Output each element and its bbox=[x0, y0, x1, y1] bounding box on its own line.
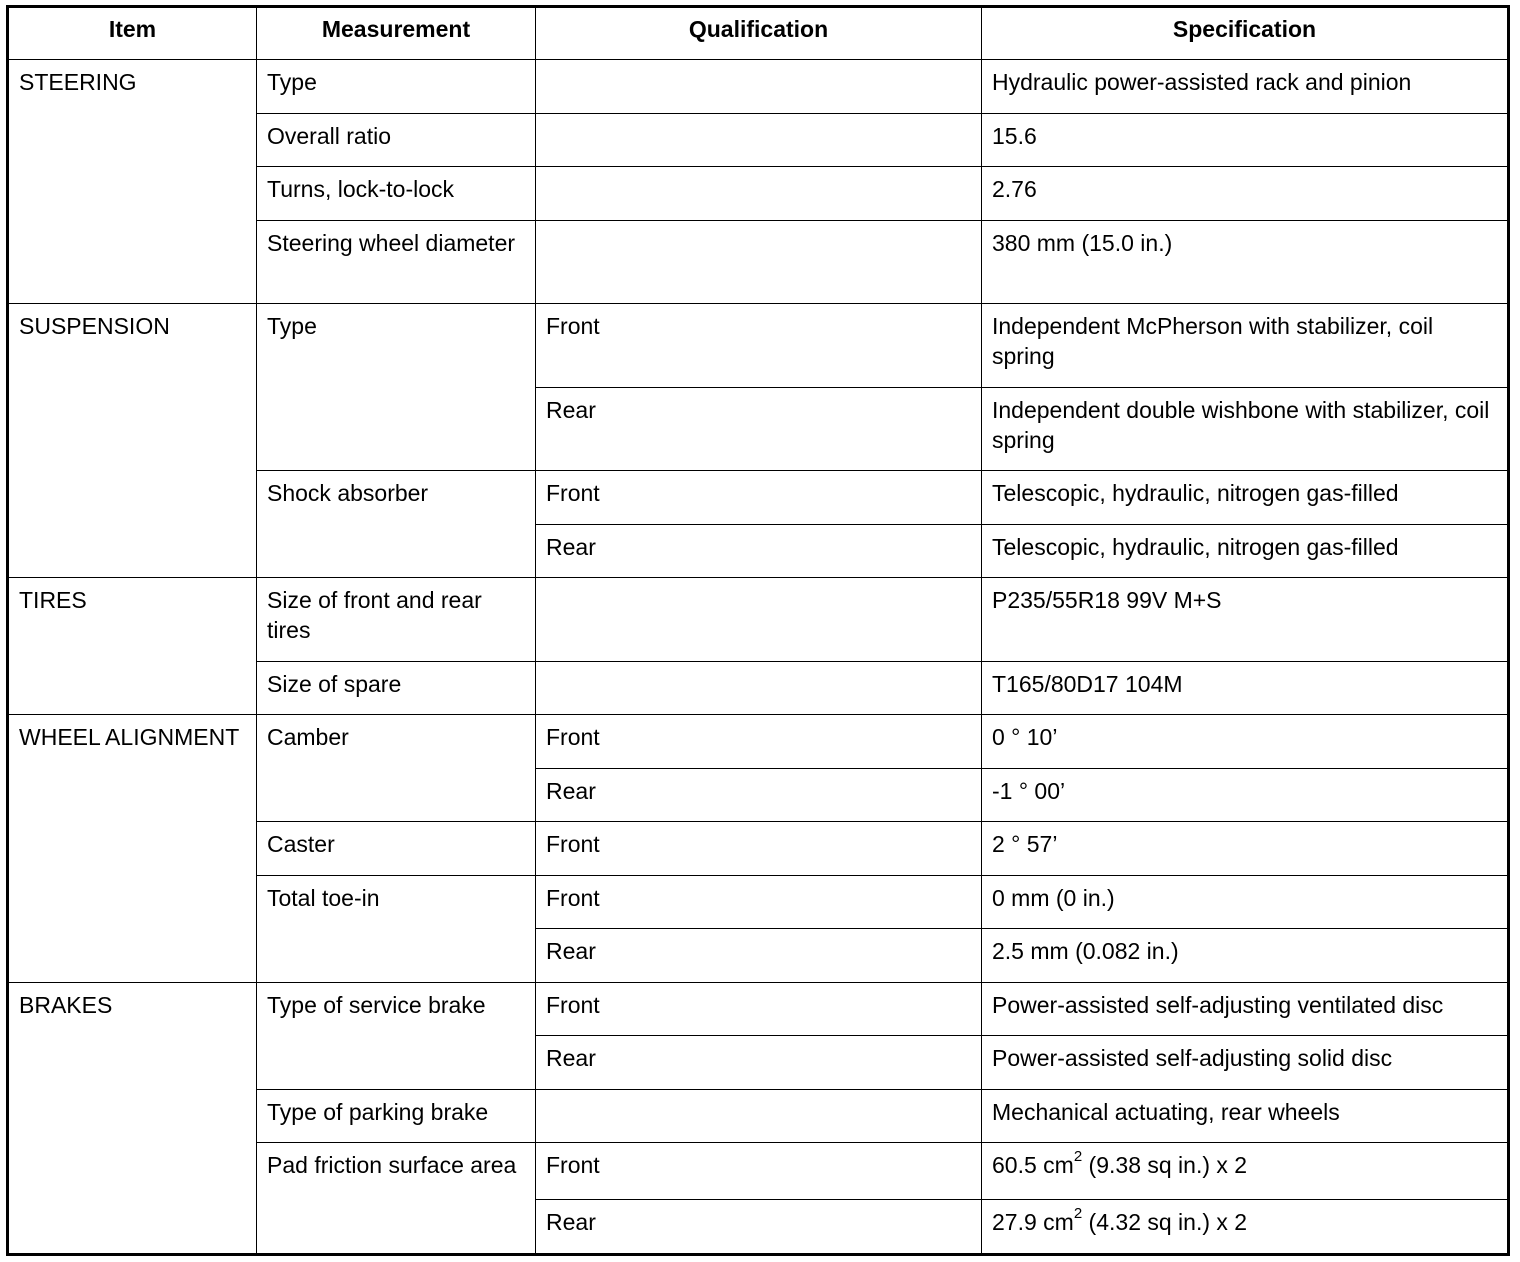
header-qualification: Qualification bbox=[536, 7, 982, 60]
table-row bbox=[8, 60, 1509, 114]
measurement-cell: Type of service brake bbox=[257, 983, 536, 1090]
specification-cell: Independent double wishbone with stabilizer, coil spring bbox=[982, 388, 1509, 471]
pad-front-value: 60.5 cm bbox=[992, 1152, 1074, 1178]
measurement-cell: Type bbox=[257, 60, 536, 114]
specification-cell: Independent McPherson with stabilizer, coil spring bbox=[982, 304, 1509, 388]
qualification-cell bbox=[536, 578, 982, 662]
measurement-cell: Shock absorber bbox=[257, 471, 536, 578]
qualification-cell: Rear bbox=[536, 1036, 982, 1090]
header-specification: Specification bbox=[982, 7, 1509, 60]
qualification-cell: Rear bbox=[536, 525, 982, 578]
measurement-cell: Overall ratio bbox=[257, 114, 536, 167]
qualification-cell: Front bbox=[536, 715, 982, 769]
pad-front-rest: (9.38 sq in.) x 2 bbox=[1082, 1152, 1248, 1178]
qualification-cell: Rear bbox=[536, 1200, 982, 1255]
measurement-cell: Turns, lock-to-lock bbox=[257, 167, 536, 221]
qualification-cell bbox=[536, 167, 982, 221]
specification-cell: 2.5 mm (0.082 in.) bbox=[982, 929, 1509, 983]
header-row bbox=[8, 7, 1509, 60]
measurement-cell: Type of parking brake bbox=[257, 1090, 536, 1143]
specification-cell bbox=[982, 1200, 1509, 1255]
qualification-cell: Front bbox=[536, 822, 982, 876]
specification-cell: 0 mm (0 in.) bbox=[982, 876, 1509, 929]
specification-cell: 0 ° 10’ bbox=[982, 715, 1509, 769]
measurement-cell: Size of spare bbox=[257, 662, 536, 715]
measurement-cell: Caster bbox=[257, 822, 536, 876]
table-row bbox=[8, 304, 1509, 388]
pad-front-superscript: 2 bbox=[1073, 1148, 1083, 1166]
measurement-cell: Steering wheel diameter bbox=[257, 221, 536, 304]
specification-cell: Mechanical actuating, rear wheels bbox=[982, 1090, 1509, 1143]
specification-cell: -1 ° 00’ bbox=[982, 769, 1509, 822]
qualification-cell: Rear bbox=[536, 929, 982, 983]
measurement-cell: Type bbox=[257, 304, 536, 471]
item-suspension: SUSPENSION bbox=[8, 304, 257, 578]
table-row bbox=[8, 983, 1509, 1036]
qualification-cell: Rear bbox=[536, 769, 982, 822]
specification-cell: 15.6 bbox=[982, 114, 1509, 167]
specification-cell bbox=[982, 1143, 1509, 1200]
qualification-cell bbox=[536, 60, 982, 114]
specification-cell: Power-assisted self-adjusting solid disc bbox=[982, 1036, 1509, 1090]
qualification-cell: Front bbox=[536, 876, 982, 929]
qualification-cell bbox=[536, 114, 982, 167]
spec-table bbox=[6, 5, 1510, 1256]
qualification-cell: Front bbox=[536, 983, 982, 1036]
qualification-cell: Front bbox=[536, 1143, 982, 1200]
qualification-cell: Front bbox=[536, 304, 982, 388]
header-measurement: Measurement bbox=[257, 7, 536, 60]
measurement-cell: Camber bbox=[257, 715, 536, 822]
measurement-cell: Pad friction surface area bbox=[257, 1143, 536, 1255]
specification-cell: T165/80D17 104M bbox=[982, 662, 1509, 715]
table-row bbox=[8, 715, 1509, 769]
specification-cell: 2.76 bbox=[982, 167, 1509, 221]
qualification-cell: Front bbox=[536, 471, 982, 525]
item-steering: STEERING bbox=[8, 60, 257, 304]
specification-cell: Telescopic, hydraulic, nitrogen gas-filled bbox=[982, 525, 1509, 578]
measurement-cell: Total toe-in bbox=[257, 876, 536, 983]
measurement-cell: Size of front and rear tires bbox=[257, 578, 536, 662]
specification-cell: P235/55R18 99V M+S bbox=[982, 578, 1509, 662]
pad-rear-superscript: 2 bbox=[1073, 1205, 1083, 1223]
item-tires: TIRES bbox=[8, 578, 257, 715]
pad-rear-rest: (4.32 sq in.) x 2 bbox=[1082, 1209, 1248, 1235]
header-item: Item bbox=[8, 7, 257, 60]
qualification-cell bbox=[536, 221, 982, 304]
specification-cell: Telescopic, hydraulic, nitrogen gas-filled bbox=[982, 471, 1509, 525]
pad-rear-value: 27.9 cm bbox=[992, 1209, 1074, 1235]
item-brakes: BRAKES bbox=[8, 983, 257, 1255]
table-row bbox=[8, 578, 1509, 662]
qualification-cell bbox=[536, 1090, 982, 1143]
qualification-cell: Rear bbox=[536, 388, 982, 471]
item-wheel-alignment: WHEEL ALIGNMENT bbox=[8, 715, 257, 983]
specification-cell: Hydraulic power-assisted rack and pinion bbox=[982, 60, 1509, 114]
qualification-cell bbox=[536, 662, 982, 715]
specification-cell: 2 ° 57’ bbox=[982, 822, 1509, 876]
specification-cell: Power-assisted self-adjusting ventilated disc bbox=[982, 983, 1509, 1036]
specification-cell: 380 mm (15.0 in.) bbox=[982, 221, 1509, 304]
